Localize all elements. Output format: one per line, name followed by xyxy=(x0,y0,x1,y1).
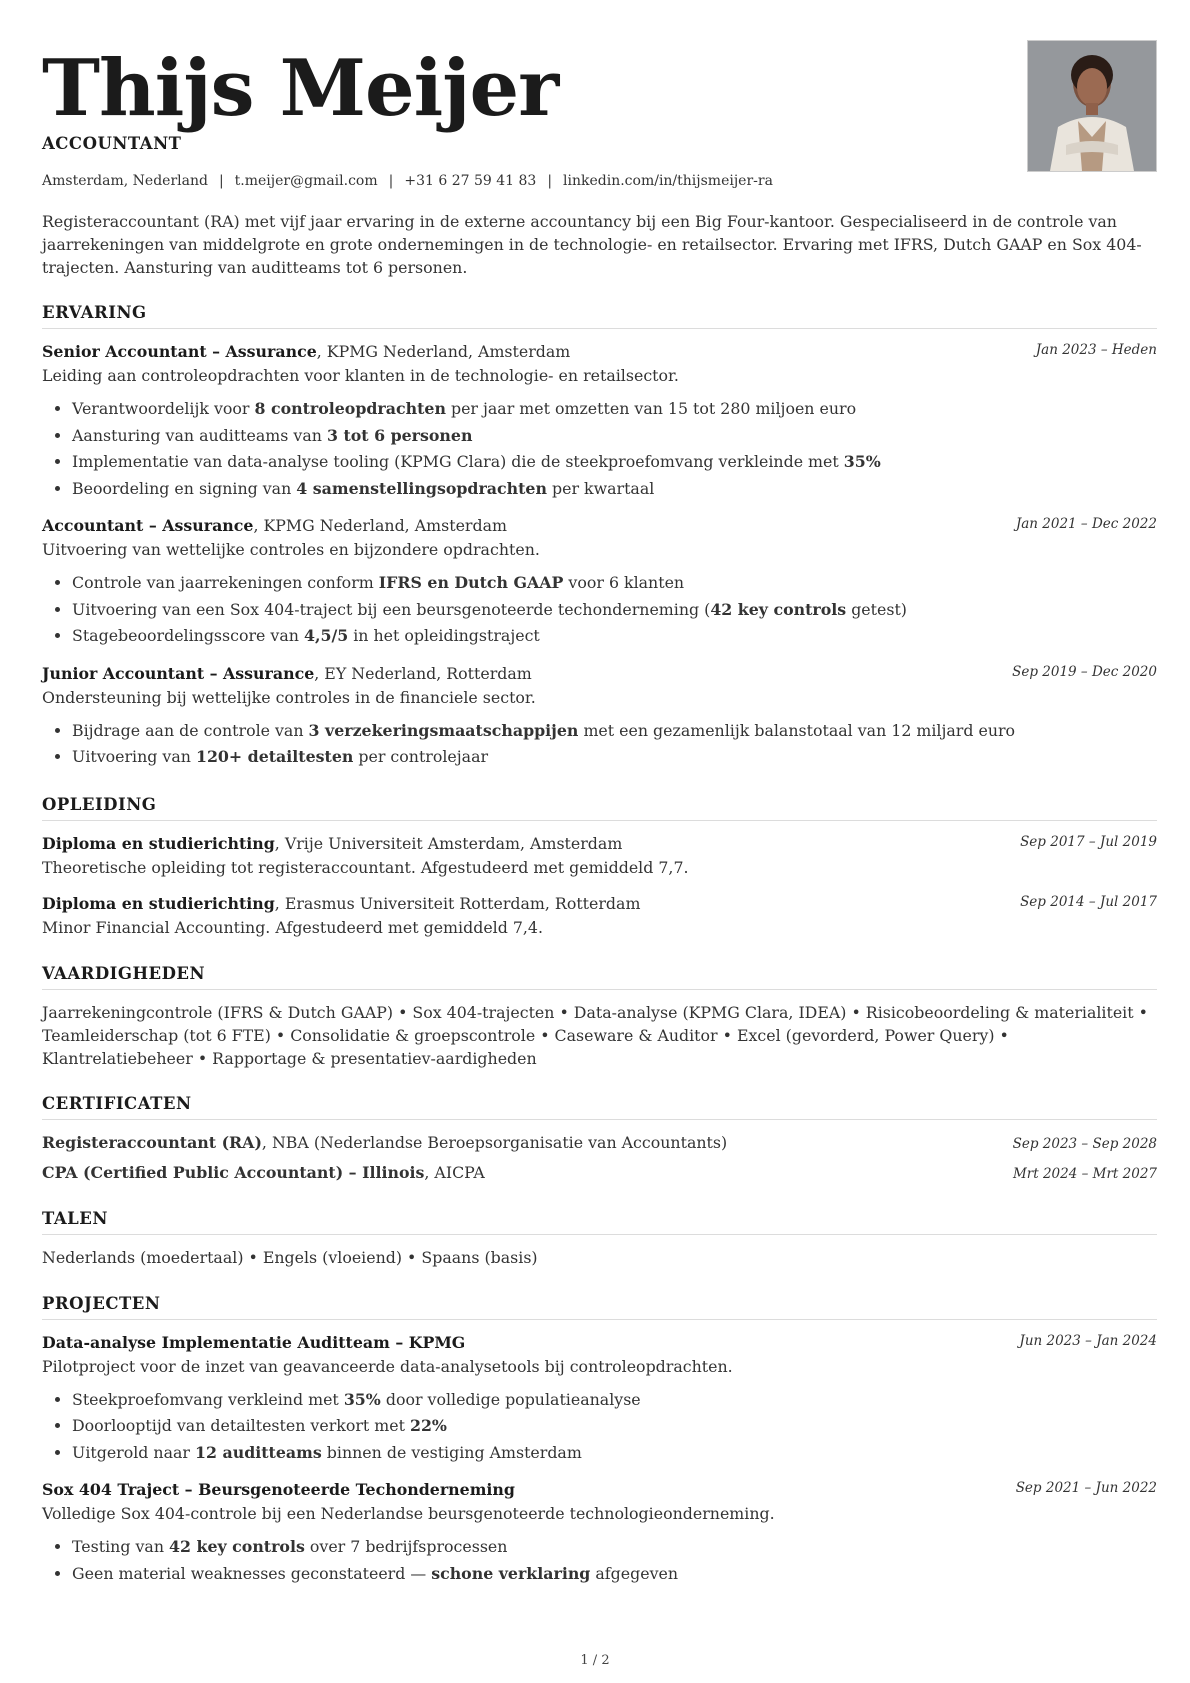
experience-section xyxy=(42,303,1157,771)
bullet-text: getest) xyxy=(846,599,907,619)
entry-organization: , KPMG Nederland, Amsterdam xyxy=(253,516,507,535)
section-heading: CERTIFICATEN xyxy=(42,1094,1157,1120)
section-heading: OPLEIDING xyxy=(42,795,1157,821)
bullet-highlight: 8 controleopdrachten xyxy=(254,399,446,418)
certificate-date: Sep 2023 – Sep 2028 xyxy=(1012,1135,1157,1152)
bullet-item xyxy=(72,744,1157,771)
certificate-name: Registeraccountant (RA) xyxy=(42,1132,262,1152)
entry-item xyxy=(42,1478,1157,1587)
bullet-text: met een gezamenlijk balanstotaal van 12 miljard euro xyxy=(578,720,1016,740)
bullet-highlight: 120+ detailtesten xyxy=(195,747,354,766)
certificate-org: , NBA (Nederlandse Beroepsorganisatie van Accountants) xyxy=(261,1132,728,1152)
page-number: 1 / 2 xyxy=(580,1653,610,1668)
bullet-text: per jaar met omzetten van 15 tot 280 miljoen euro xyxy=(445,399,857,418)
contact-phone[interactable]: +31 6 27 59 41 83 xyxy=(404,173,537,189)
bullet-item xyxy=(72,718,1157,745)
contact-linkedin[interactable]: linkedin.com/in/thijsmeijer-ra xyxy=(563,173,773,189)
section-heading: PROJECTEN xyxy=(42,1294,1157,1320)
bullet-text: Doorlooptijd van detailtesten verkort met xyxy=(72,1416,410,1435)
contact-separator: | xyxy=(388,173,394,189)
bullet-text: in het opleidingstraject xyxy=(348,626,540,645)
entry-item xyxy=(42,832,1157,880)
entry-description: Ondersteuning bij wettelijke controles in de financiele sector. xyxy=(42,687,536,707)
bullet-highlight: 35% xyxy=(843,452,881,471)
languages-text: Nederlands (moedertaal) • Engels (vloeiend) • Spaans (basis) xyxy=(42,1247,538,1267)
certificate-name: CPA (Certified Public Accountant) – Illinois xyxy=(42,1162,425,1182)
entry-item xyxy=(42,340,1157,502)
entry-header xyxy=(42,1331,1157,1355)
bullet-text: per controlejaar xyxy=(353,747,489,766)
entry-description: Pilotproject voor de inzet van geavanceerde data-analysetools bij controleopdrachten. xyxy=(42,1356,733,1376)
certificates-section xyxy=(42,1094,1157,1185)
bullet-item xyxy=(72,476,1157,503)
entry-date: Sep 2019 – Dec 2020 xyxy=(1012,663,1157,680)
entry-date: Sep 2017 – Jul 2019 xyxy=(1020,833,1157,850)
bullet-item xyxy=(72,1561,1157,1588)
skills-text: Jaarrekeningcontrole (IFRS & Dutch GAAP) • Sox 404-trajecten • Data-analyse (KPMG Clara, IDEA) • Risicobeoordeling & materialiteit • Teamleiderschap (tot 6 FTE) • Consolidatie & groepscontrole • Caseware & Auditor • Excel (gevorderd, Power Query) • Klantrelatiebeheer • Rapportage & presentatiev-aardigheden xyxy=(42,1002,1148,1068)
bullet-item xyxy=(72,597,1157,624)
contact-separator: | xyxy=(218,173,224,189)
resume-page xyxy=(42,40,1157,1599)
entry-header xyxy=(42,340,1157,364)
bullet-highlight: 22% xyxy=(409,1416,447,1435)
certificate-org: , AICPA xyxy=(424,1162,485,1182)
bullet-list xyxy=(42,1387,1157,1467)
bullet-text: Verantwoordelijk voor xyxy=(72,399,255,418)
bullet-text: Uitvoering van xyxy=(72,747,196,766)
entry-date: Sep 2021 – Jun 2022 xyxy=(1015,1480,1157,1496)
profile-summary: Registeraccountant (RA) met vijf jaar ervaring in de externe accountancy bij een Big Four-kantoor. Gespecialiseerd in de controle van jaarrekeningen van middelgrote en grote ondernemingen in de technologie- en retailsector. Ervaring met IFRS, Dutch GAAP en Sox 404-trajecten. Aansturing van auditteams tot 6 personen. xyxy=(42,212,1142,277)
bullet-text: Implementatie van data-analyse tooling (KPMG Clara) die de steekproefomvang verkleinde met xyxy=(72,452,844,471)
entry-description: Leiding aan controleopdrachten voor klanten in de technologie- en retailsector. xyxy=(42,366,679,385)
bullet-highlight: schone verklaring xyxy=(431,1563,591,1583)
section-heading: TALEN xyxy=(42,1209,1157,1235)
bullet-item xyxy=(72,423,1157,450)
job-title: ACCOUNTANT xyxy=(42,134,182,153)
bullet-text: voor 6 klanten xyxy=(563,573,685,592)
bullet-text: Beoordeling en signing van xyxy=(72,478,297,498)
certificate-date: Mrt 2024 – Mrt 2027 xyxy=(1012,1165,1157,1182)
education-section xyxy=(42,795,1157,940)
bullet-highlight: 3 verzekeringsmaatschappijen xyxy=(308,720,579,740)
bullet-text: over 7 bedrijfsprocessen xyxy=(304,1537,508,1556)
projects-section xyxy=(42,1294,1157,1588)
entry-header xyxy=(42,1478,1157,1502)
bullet-highlight: 42 key controls xyxy=(710,599,847,619)
bullet-item xyxy=(72,1413,1157,1440)
entry-item xyxy=(42,514,1157,650)
bullet-item xyxy=(72,396,1157,423)
entry-date: Sep 2014 – Jul 2017 xyxy=(1020,893,1157,910)
entry-item xyxy=(42,662,1157,771)
bullet-highlight: 3 tot 6 personen xyxy=(326,425,473,445)
bullet-text: Aansturing van auditteams van xyxy=(72,425,327,445)
bullet-text: Geen material weaknesses geconstateerd — xyxy=(72,1563,432,1583)
bullet-highlight: 12 auditteams xyxy=(195,1442,322,1462)
entry-date: Jun 2023 – Jan 2024 xyxy=(1019,1332,1157,1349)
section-heading: ERVARING xyxy=(42,303,1157,329)
bullet-text: Steekproefomvang verkleind met xyxy=(72,1389,344,1409)
bullet-item xyxy=(72,570,1157,597)
entry-role: Senior Accountant – Assurance xyxy=(42,342,317,361)
entry-description: Theoretische opleiding tot registeraccountant. Afgestudeerd met gemiddeld 7,7. xyxy=(42,857,689,877)
entry-role: Sox 404 Traject – Beursgenoteerde Techonderneming xyxy=(42,1480,515,1499)
certificate-item xyxy=(42,1131,1157,1155)
entry-description: Volledige Sox 404-controle bij een Nederlandse beursgenoteerde technologieonderneming. xyxy=(42,1504,775,1523)
bullet-highlight: 35% xyxy=(343,1389,381,1409)
bullet-highlight: 4,5/5 xyxy=(303,626,349,645)
bullet-text: Uitvoering van een Sox 404-traject bij een beursgenoteerde techonderneming ( xyxy=(72,599,711,619)
bullet-text: Testing van xyxy=(72,1537,170,1556)
bullet-text: per kwartaal xyxy=(546,478,655,498)
certificate-item xyxy=(42,1161,1157,1185)
bullet-highlight: 42 key controls xyxy=(169,1537,305,1556)
bullet-highlight: 4 samenstellingsopdrachten xyxy=(296,478,547,498)
portrait-image xyxy=(1028,41,1156,171)
bullet-item xyxy=(72,449,1157,476)
projects-list xyxy=(42,1331,1157,1588)
bullet-highlight: IFRS en Dutch GAAP xyxy=(378,573,564,592)
entry-role: Data-analyse Implementatie Auditteam – KPMG xyxy=(42,1332,466,1352)
bullet-list xyxy=(42,396,1157,502)
skills-section xyxy=(42,964,1157,1070)
entry-header xyxy=(42,514,1157,538)
entry-organization: , EY Nederland, Rotterdam xyxy=(314,663,532,683)
education-list xyxy=(42,832,1157,940)
bullet-item xyxy=(72,1534,1157,1561)
bullet-list xyxy=(42,718,1157,771)
bullet-text: Controle van jaarrekeningen conform xyxy=(72,573,379,592)
entry-description: Minor Financial Accounting. Afgestudeerd met gemiddeld 7,4. xyxy=(42,917,543,937)
entry-role: Accountant – Assurance xyxy=(42,516,254,535)
bullet-text: afgegeven xyxy=(590,1563,679,1583)
entry-header xyxy=(42,892,1157,916)
entry-description: Uitvoering van wettelijke controles en bijzondere opdrachten. xyxy=(42,540,540,559)
profile-photo xyxy=(1027,40,1157,172)
entry-role: Diploma en studierichting xyxy=(42,893,275,913)
bullet-list xyxy=(42,570,1157,650)
contact-email[interactable]: t.meijer@gmail.com xyxy=(234,173,378,189)
entry-header xyxy=(42,662,1157,686)
bullet-list xyxy=(42,1534,1157,1587)
entry-header xyxy=(42,832,1157,856)
bullet-item xyxy=(72,1440,1157,1467)
bullet-text: Bijdrage aan de controle van xyxy=(72,720,309,740)
entry-item xyxy=(42,892,1157,940)
entry-organization: , KPMG Nederland, Amsterdam xyxy=(316,342,571,361)
entry-item xyxy=(42,1331,1157,1467)
entry-date: Jan 2023 – Heden xyxy=(1035,342,1157,358)
candidate-name: Thijs Meijer xyxy=(42,43,559,134)
bullet-item xyxy=(72,623,1157,650)
bullet-text: door volledige populatieanalyse xyxy=(380,1389,641,1409)
languages-section xyxy=(42,1209,1157,1270)
entry-organization: , Erasmus Universiteit Rotterdam, Rotterdam xyxy=(274,893,641,913)
entry-date: Jan 2021 – Dec 2022 xyxy=(1015,516,1157,532)
contact-line xyxy=(42,173,1157,189)
bullet-text: Uitgerold naar xyxy=(72,1442,196,1462)
section-heading: VAARDIGHEDEN xyxy=(42,964,1157,990)
entry-role: Diploma en studierichting xyxy=(42,833,275,853)
bullet-text: binnen de vestiging Amsterdam xyxy=(321,1442,582,1462)
entry-role: Junior Accountant – Assurance xyxy=(42,663,315,683)
entry-organization: , Vrije Universiteit Amsterdam, Amsterdam xyxy=(274,833,623,853)
contact-separator: | xyxy=(547,173,553,189)
experience-list xyxy=(42,340,1157,771)
bullet-item xyxy=(72,1387,1157,1414)
contact-location: Amsterdam, Nederland xyxy=(42,173,208,189)
bullet-text: Stagebeoordelingsscore van xyxy=(72,626,304,645)
